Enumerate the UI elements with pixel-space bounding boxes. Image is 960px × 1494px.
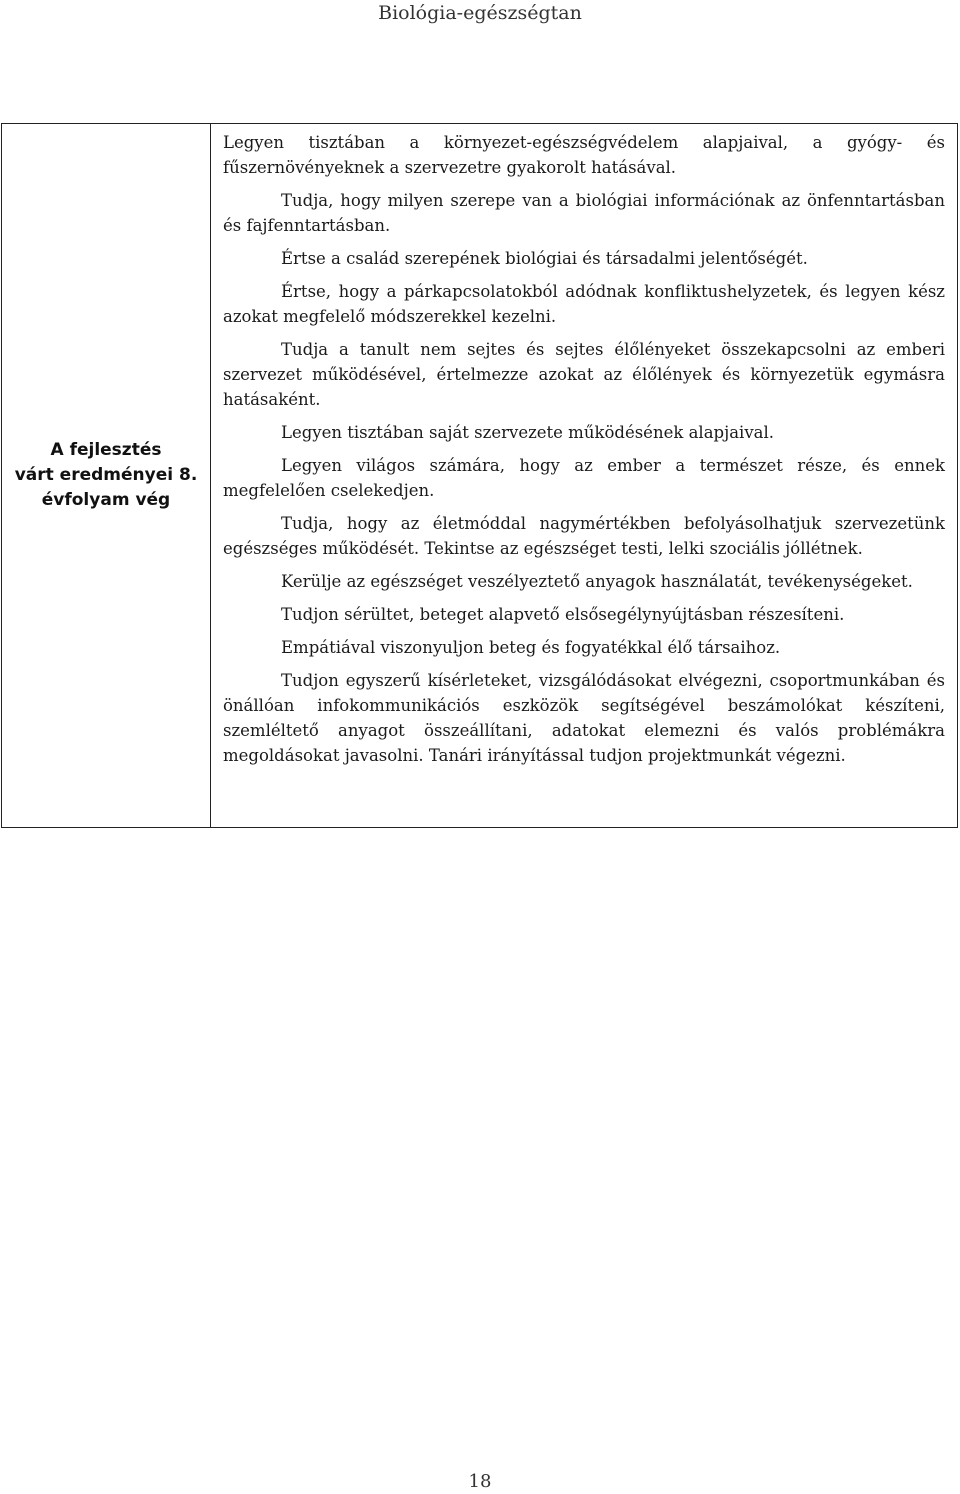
outcome-paragraph: Tudjon sérültet, beteget alapvető elsősegélynyújtásban részesíteni. <box>281 605 845 624</box>
page-header: Biológia-egészségtan <box>378 2 582 24</box>
outcome-paragraph: Értse, hogy a párkapcsolatokból adódnak konfliktushelyzetek, és legyen kész azokat megfelelő módszerekkel kezelni. <box>223 282 945 326</box>
row-label-line: A fejlesztés <box>50 440 162 460</box>
outcome-paragraph: Legyen tisztában saját szervezete működésének alapjaival. <box>281 423 775 442</box>
outcome-paragraph: Legyen világos számára, hogy az ember a természet része, és ennek megfelelően cselekedjen. <box>223 456 945 500</box>
outcomes-content-cell <box>211 124 958 828</box>
outcome-paragraph: Tudja a tanult nem sejtes és sejtes élőlényeket összekapcsolni az emberi szervezet működésével, értelmezze azokat az élőlények és környezetük egymásra hatásaként. <box>223 340 945 409</box>
outcome-paragraph: Tudja, hogy az életmóddal nagymértékben befolyásolhatjuk szervezetünk egészséges működését. Tekintse az egészséget testi, lelki szociális jóllétnek. <box>223 514 945 558</box>
outcomes-table <box>1 123 958 828</box>
outcome-paragraph: Értse a család szerepének biológiai és társadalmi jelentőségét. <box>281 249 808 268</box>
page-number: 18 <box>468 1471 492 1492</box>
outcome-paragraph: Tudjon egyszerű kísérleteket, vizsgálódásokat elvégezni, csoportmunkában és önállóan infokommunikációs eszközök segítségével beszámolókat készíteni, szemléltető anyagot összeállítani, adatokat elemezni és valós problémákra megoldásokat javasolni. Tanári irányítással tudjon projektmunkát végezni. <box>223 671 945 765</box>
row-label-line: évfolyam vég <box>41 490 171 510</box>
row-label-cell <box>2 124 211 828</box>
outcome-paragraph: Tudja, hogy milyen szerepe van a biológiai információnak az önfenntartásban és fajfenntartásban. <box>223 191 945 235</box>
row-label-line: várt eredményei 8. <box>14 465 198 485</box>
table-row <box>2 124 958 828</box>
outcome-paragraph: Legyen tisztában a környezet-egészségvédelem alapjaival, a gyógy- és fűszernövényeknek a szervezetre gyakorolt hatásával. <box>223 133 945 177</box>
outcome-paragraph: Empátiával viszonyuljon beteg és fogyatékkal élő társaihoz. <box>281 638 781 657</box>
outcome-paragraph: Kerülje az egészséget veszélyeztető anyagok használatát, tevékenységeket. <box>281 572 913 591</box>
